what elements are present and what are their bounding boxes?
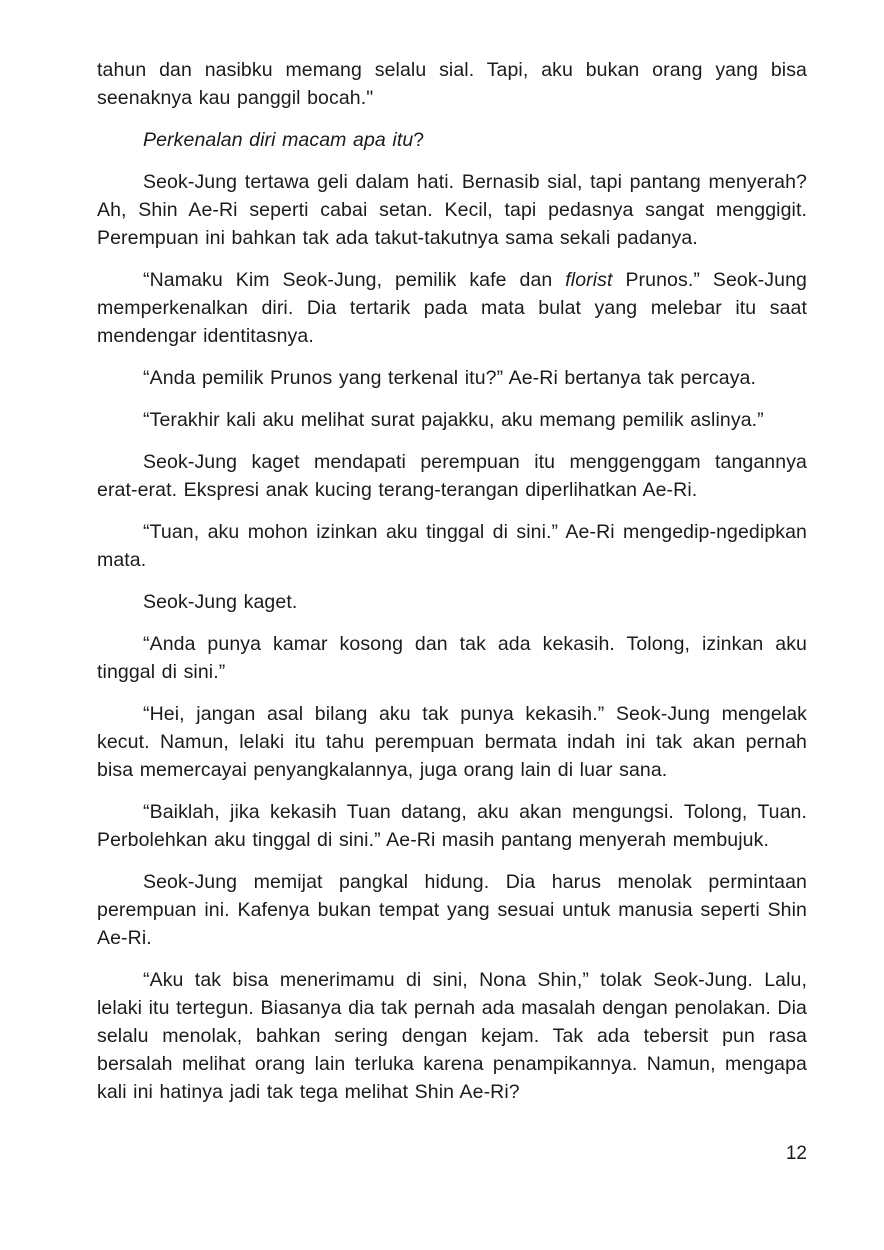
paragraph-run: “Namaku Kim Seok-Jung, pemilik kafe dan xyxy=(143,269,566,291)
paragraph xyxy=(97,126,807,154)
paragraph-run: Seok-Jung memijat pangkal hidung. Dia harus menolak permintaan perempuan ini. Kafenya bukan tempat yang sesuai untuk manusia seperti Shin Ae-Ri. xyxy=(97,871,807,949)
paragraph xyxy=(97,364,807,392)
paragraph xyxy=(97,56,807,112)
paragraph-run: “Baiklah, jika kekasih Tuan datang, aku akan mengungsi. Tolong, Tuan. Perbolehkan aku tinggal di sini.” Ae-Ri masih pantang menyerah membujuk. xyxy=(97,801,807,851)
paragraph-run-italic: Perkenalan diri macam apa itu xyxy=(143,129,414,151)
paragraph xyxy=(97,630,807,686)
paragraph xyxy=(97,868,807,952)
paragraph-run: “Anda pemilik Prunos yang terkenal itu?” Ae-Ri bertanya tak percaya. xyxy=(143,367,757,389)
page-body xyxy=(97,56,807,1120)
paragraph-run: ? xyxy=(413,129,425,151)
paragraph-run: tahun dan nasibku memang selalu sial. Tapi, aku bukan orang yang bisa seenaknya kau panggil bocah." xyxy=(97,59,807,109)
paragraph xyxy=(97,266,807,350)
paragraph-run: “Terakhir kali aku melihat surat pajakku, aku memang pemilik aslinya.” xyxy=(143,409,764,431)
paragraph-run: “Aku tak bisa menerimamu di sini, Nona Shin,” tolak Seok-Jung. Lalu, lelaki itu tertegun. Biasanya dia tak pernah ada masalah dengan penolakan. Dia selalu menolak, bahkan sering dengan kejam. Tak ada tebersit pun rasa bersalah melihat orang lain terluka karena penampikannya. Namun, mengapa kali ini hatinya jadi tak tega melihat Shin Ae-Ri? xyxy=(97,969,807,1103)
paragraph-run: “Hei, jangan asal bilang aku tak punya kekasih.” Seok-Jung mengelak kecut. Namun, lelaki itu tahu perempuan bermata indah ini tak akan pernah bisa memercayai penyangkalannya, juga orang lain di luar sana. xyxy=(97,703,807,781)
paragraph xyxy=(97,798,807,854)
paragraph-run: Seok-Jung kaget. xyxy=(143,591,298,613)
paragraph xyxy=(97,700,807,784)
paragraph-run: Seok-Jung tertawa geli dalam hati. Bernasib sial, tapi pantang menyerah? Ah, Shin Ae-Ri seperti cabai setan. Kecil, tapi pedasnya sangat menggigit. Perempuan ini bahkan tak ada takut-takutnya sama sekali padanya. xyxy=(97,171,807,249)
page-number: 12 xyxy=(785,1143,807,1164)
paragraph xyxy=(97,406,807,434)
paragraph-run: “Tuan, aku mohon izinkan aku tinggal di sini.” Ae-Ri mengedip-ngedipkan mata. xyxy=(97,521,807,571)
paragraph-run-italic: florist xyxy=(565,269,613,291)
paragraph-run: “Anda punya kamar kosong dan tak ada kekasih. Tolong, izinkan aku tinggal di sini.” xyxy=(97,633,807,683)
paragraph xyxy=(97,966,807,1106)
paragraph xyxy=(97,588,807,616)
paragraph xyxy=(97,448,807,504)
paragraph xyxy=(97,518,807,574)
paragraph xyxy=(97,168,807,252)
paragraph-run: Prunos.” Seok-Jung memperkenalkan diri. Dia tertarik pada mata bulat yang melebar itu saat mendengar identitasnya. xyxy=(97,269,807,347)
paragraph-run: Seok-Jung kaget mendapati perempuan itu menggenggam tangannya erat-erat. Ekspresi anak kucing terang-terangan diperlihatkan Ae-Ri. xyxy=(97,451,807,501)
